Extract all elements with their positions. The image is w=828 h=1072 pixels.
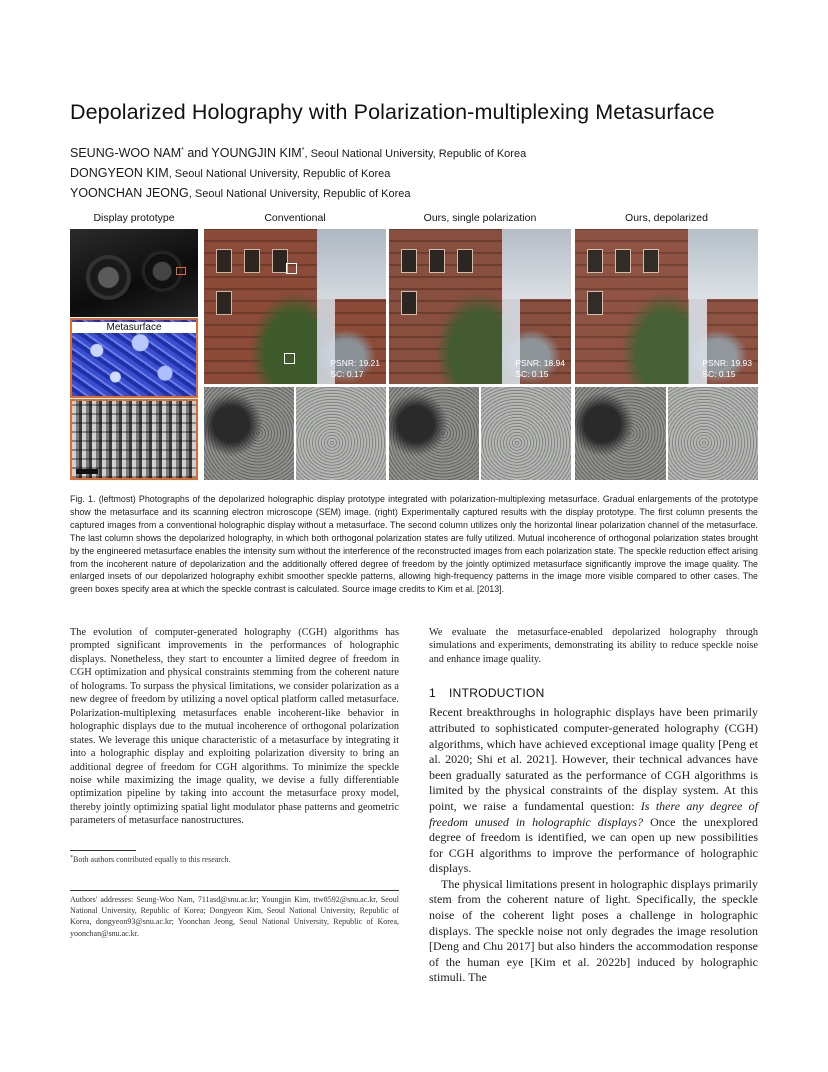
sky-region [317,229,386,299]
psnr-value: PSNR: 19.93 [702,358,752,368]
intro-question: Is there any degree of freedom unused in holographic displays? [429,798,758,829]
sc-value: SC: 0.15 [702,369,736,379]
author-line-2 [70,164,770,184]
sky-region [502,229,571,299]
window [615,249,631,273]
window [401,291,417,315]
window [429,249,445,273]
inset-single-1 [389,387,479,480]
metric-readout [702,358,752,380]
psnr-value: PSNR: 19.21 [330,358,380,368]
result-single-polarization [389,229,571,384]
inset-conventional-1 [204,387,294,480]
author-name: YOUNGJIN KIM [211,146,302,160]
sc-value: SC: 0.15 [515,369,549,379]
sem-image [70,399,198,480]
author-line-1 [70,141,770,164]
metric-readout [515,358,565,380]
inset-single-2 [481,387,571,480]
section-heading-introduction [429,686,758,700]
teaser-figure [70,212,758,480]
window [216,249,232,273]
result-conventional [204,229,386,384]
scale-bar [76,469,98,474]
author-name: DONGYEON KIM [70,166,169,180]
author-affiliation: , Seoul National University, Republic of Korea [304,148,527,160]
footnote-text: Both authors contributed equally to this research. [73,855,231,864]
section-title: INTRODUCTION [449,686,545,701]
column-label-display-prototype: Display prototype [93,212,175,224]
author-connector: and [183,146,212,160]
metasurface-photo [70,318,198,398]
footnote [70,855,399,864]
metasurface-label: Metasurface [72,322,196,333]
intro-paragraph-2: The physical limitations present in holographic displays primarily stem from the coherent nature of light. Specifically, the speckle noise of the coherent light poses a challenge in holographic displays. The speckle noise not only degrades the image resolution [Deng and Chu 2017] but also hinders the accommodation response of the human eye [Kim et al. 2022b] induced by holographic stimuli. The [429,876,758,985]
speckle-area-box [284,353,295,364]
author-list [70,141,770,204]
equal-contribution-mark: * [301,147,305,154]
sky-region [688,229,758,299]
author-line-3 [70,184,770,204]
intro-text: Once the unexplored degree of freedom is identified, we can open up new possibilities for CGH algorithms to improve the performance of holographic displays. [429,814,758,876]
inset-conventional-2 [296,387,386,480]
window [216,291,232,315]
section-number: 1 [429,686,436,701]
prototype-photo [70,229,198,317]
footnote-mark: * [70,855,73,861]
window [587,291,603,315]
window [401,249,417,273]
column-label-conventional: Conventional [264,212,326,224]
paper-title: Depolarized Holography with Polarization-multiplexing Metasurface [70,100,715,124]
intro-paragraph-1 [429,705,758,877]
equal-contribution-mark: * [181,147,184,154]
address-rule [70,890,399,891]
window [643,249,659,273]
zoom-marker [176,267,186,275]
column-label-single-polarization: Ours, single polarization [423,212,537,224]
author-affiliation: , Seoul National University, Republic of Korea [168,168,391,180]
author-affiliation: , Seoul National University, Republic of Korea [188,188,411,200]
window [244,249,260,273]
metric-readout [330,358,380,380]
window [457,249,473,273]
inset-depolarized-1 [575,387,666,480]
footnote-rule [70,850,136,851]
result-depolarized [575,229,758,384]
right-column [429,626,758,986]
sc-value: SC: 0.17 [330,369,364,379]
author-name: SEUNG-WOO NAM [70,146,182,160]
figure-caption: Fig. 1. (leftmost) Photographs of the depolarized holographic display prototype integrated with polarization-multiplexing metasurface. Gradual enlargements of the prototype show the metasurface and its scanning electron microscope (SEM) image. (right) Experimentally captured results with the display prototype. The first column presents the captured images from a conventional holographic display without a metasurface. The second column utilizes only the horizontal linear polarization channel of the metasurface. The last column shows the depolarized holography, in which both orthogonal polarization states are fully utilized. Mutual incoherence of orthogonal polarization states brought by the engineered metasurface enables the intensity sum without the interference of the reconstructed images from each polarization state. The speckle reduction effect arising from the incoherent nature of depolarization and the additionally offered degree of freedom by the jointly optimized metasurface significantly improve the image quality. The enlarged insets of our depolarized holography exhibit smoother speckle patterns, allowing high-frequency patterns in the image more visible compared to other cases. The green boxes specify area at which the speckle contrast is calculated. Source image credits to Kim et al. [2013]. [70,494,758,595]
abstract: The evolution of computer-generated holography (CGH) algorithms has prompted significant improvements in the performances of holographic displays. Nonetheless, they start to encounter a limited degree of freedom in CGH optimization and physical constraints stemming from the coherent nature of holograms. To surpass the physical limitations, we consider polarization as a new degree of freedom by utilizing a novel optical platform called metasurface. Polarization-multiplexing metasurfaces enable incoherent-like behavior in holographic displays due to the mutual incoherence of orthogonal polarization states. We leverage this unique characteristic of a metasurface by integrating it into a holographic display and exploiting polarization diversity to bring an additional degree of freedom for CGH algorithms. To minimize the speckle noise while maximizing the image quality, we devise a fully differentiable optimization pipeline by taking into account the metasurface proxy model, thereby jointly optimizing spatial light modulator phase patterns and geometric parameters of metasurface nanostructures. [70,627,399,827]
abstract-continuation: We evaluate the metasurface-enabled depolarized holography through simulations and experiments, demonstrating its ability to reduce speckle noise and enhance image quality. [429,627,758,665]
author-addresses: Authors' addresses: Seung-Woo Nam, 711asd@snu.ac.kr; Youngjin Kim, ttw8592@snu.ac.kr, Seoul National University, Republic of Korea; Dongyeon Kim, Seoul National University, Republic of Korea, dongyeon93@snu.ac.kr; Yoonchan Jeong, Seoul National University, Republic of Korea, yoonchan@snu.ac.kr. [70,895,399,938]
intro-text: Recent breakthroughs in holographic displays have been primarily attributed to sophisticated computer-generated holography (CGH) algorithms, which have achieved exceptional image quality [Peng et al. 2020; Shi et al. 2021]. However, their technical advances have been gradually saturated as the performance of CGH algorithms is limited by the physical constraints of the display system. At this point, we raise a fundamental question: [429,705,758,813]
column-label-depolarized: Ours, depolarized [625,212,708,224]
inset-depolarized-2 [668,387,758,480]
psnr-value: PSNR: 18.94 [515,358,565,368]
author-name: YOONCHAN JEONG [70,186,189,200]
speckle-area-box [286,263,297,274]
window [587,249,603,273]
